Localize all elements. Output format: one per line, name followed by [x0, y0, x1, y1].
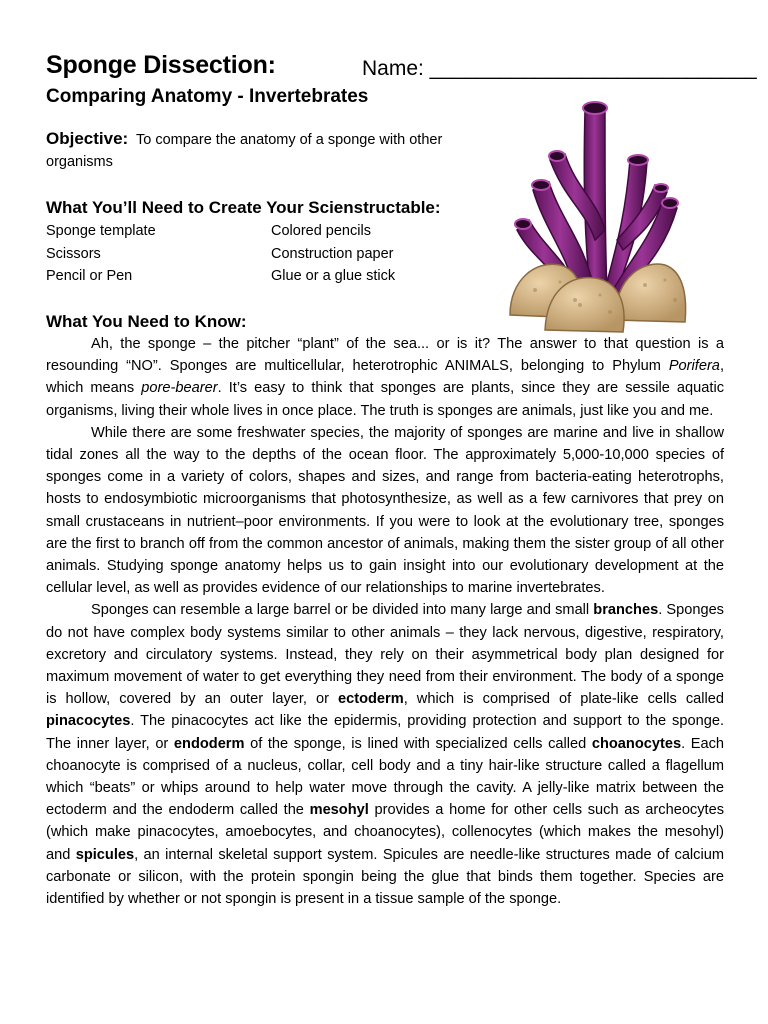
background-heading: What You Need to Know:	[46, 312, 247, 331]
objective-text: To compare the anatomy of a sponge with other organisms	[46, 132, 443, 170]
objective-section	[46, 128, 461, 173]
page-subtitle: Comparing Anatomy - Invertebrates	[46, 86, 369, 107]
paragraph-2: While there are some freshwater species, the majority of sponges are marine and live in shallow tidal zones all the way to the depths of the ocean floor. The approximately 5,000-10,000 species of sponges come in a variety of colors, shapes and sizes, and range from bacteria-eating heterotrophs, hosts to endosymbiotic microorganisms that photosynthesize, as well as a few carnivores that prey on small crustaceans in nutrient–poor environments. If you were to look at the evolutionary tree, sponges are the first to branch off from the common ancestor of animals, making them the sister group of all other animals. Studying sponge anatomy helps us to gain insight into our evolutionary development at the cellular level, as well as provides evidence of our relationships to marine invertebrates.	[46, 424, 724, 597]
material-item: Construction paper	[271, 245, 394, 262]
paragraph-3: Sponges can resemble a large barrel or be divided into many large and small branches. Sponges do not have complex body systems similar to other animals – they lack nervous, digestive, respiratory, excretory and circulatory systems. Instead, they rely on their asymmetrical body plan designed for maximum movement of water to get everything they need from their environment. The body of a sponge is hollow, covered by an outer layer, or ectoderm, which is comprised of plate-like cells called pinacocytes. The pinacocytes act like the epidermis, providing protection and support to the sponge. The inner layer, or endoderm of the sponge, is lined with specialized cells called choanocytes. Each choanocyte is comprised of a nucleus, collar, cell body and a tiny hair-like structure called a flagellum which “beats” or whips around to help water move through the cavity. A jelly-like matrix between the ectoderm and the endoderm called the mesohyl provides a home for other cells such as archeocytes (which make pinacocytes, amoebocytes, and choanocytes), collenocytes (which makes the mesohyl) and spicules, an internal skeletal support system. Spicules are needle-like structures made of calcium carbonate or silicon, with the protein spongin being the glue that binds them together. Species are identified by whether or not spongin is present in a tissue sample of the sponge.	[46, 602, 724, 908]
background-text	[46, 333, 724, 910]
material-item: Scissors	[46, 245, 101, 262]
page-title: Sponge Dissection:	[46, 51, 276, 79]
purple-sponge-illustration	[505, 90, 690, 340]
materials-list	[46, 220, 466, 288]
objective-label: Objective:	[46, 129, 129, 148]
material-item: Glue or a glue stick	[271, 268, 396, 284]
material-item: Pencil or Pen	[46, 268, 133, 284]
name-field[interactable]: Name: ____________________________	[362, 57, 757, 80]
material-item: Colored pencils	[271, 223, 371, 239]
paragraph-1: Ah, the sponge – the pitcher “plant” of the sea... or is it? The answer to that question is a resounding “NO”. Sponges are multicellular, heterotrophic ANIMALS, belonging to Phylum Porifera, which means pore-bearer. It’s easy to think that sponges are plants, since they are sessile aquatic organisms, living their whole lives in once place. The truth is sponges are animals, just like you and me.	[46, 336, 724, 419]
materials-heading: What You’ll Need to Create Your Scienstructable:	[46, 198, 441, 217]
material-item: Sponge template	[46, 223, 156, 239]
